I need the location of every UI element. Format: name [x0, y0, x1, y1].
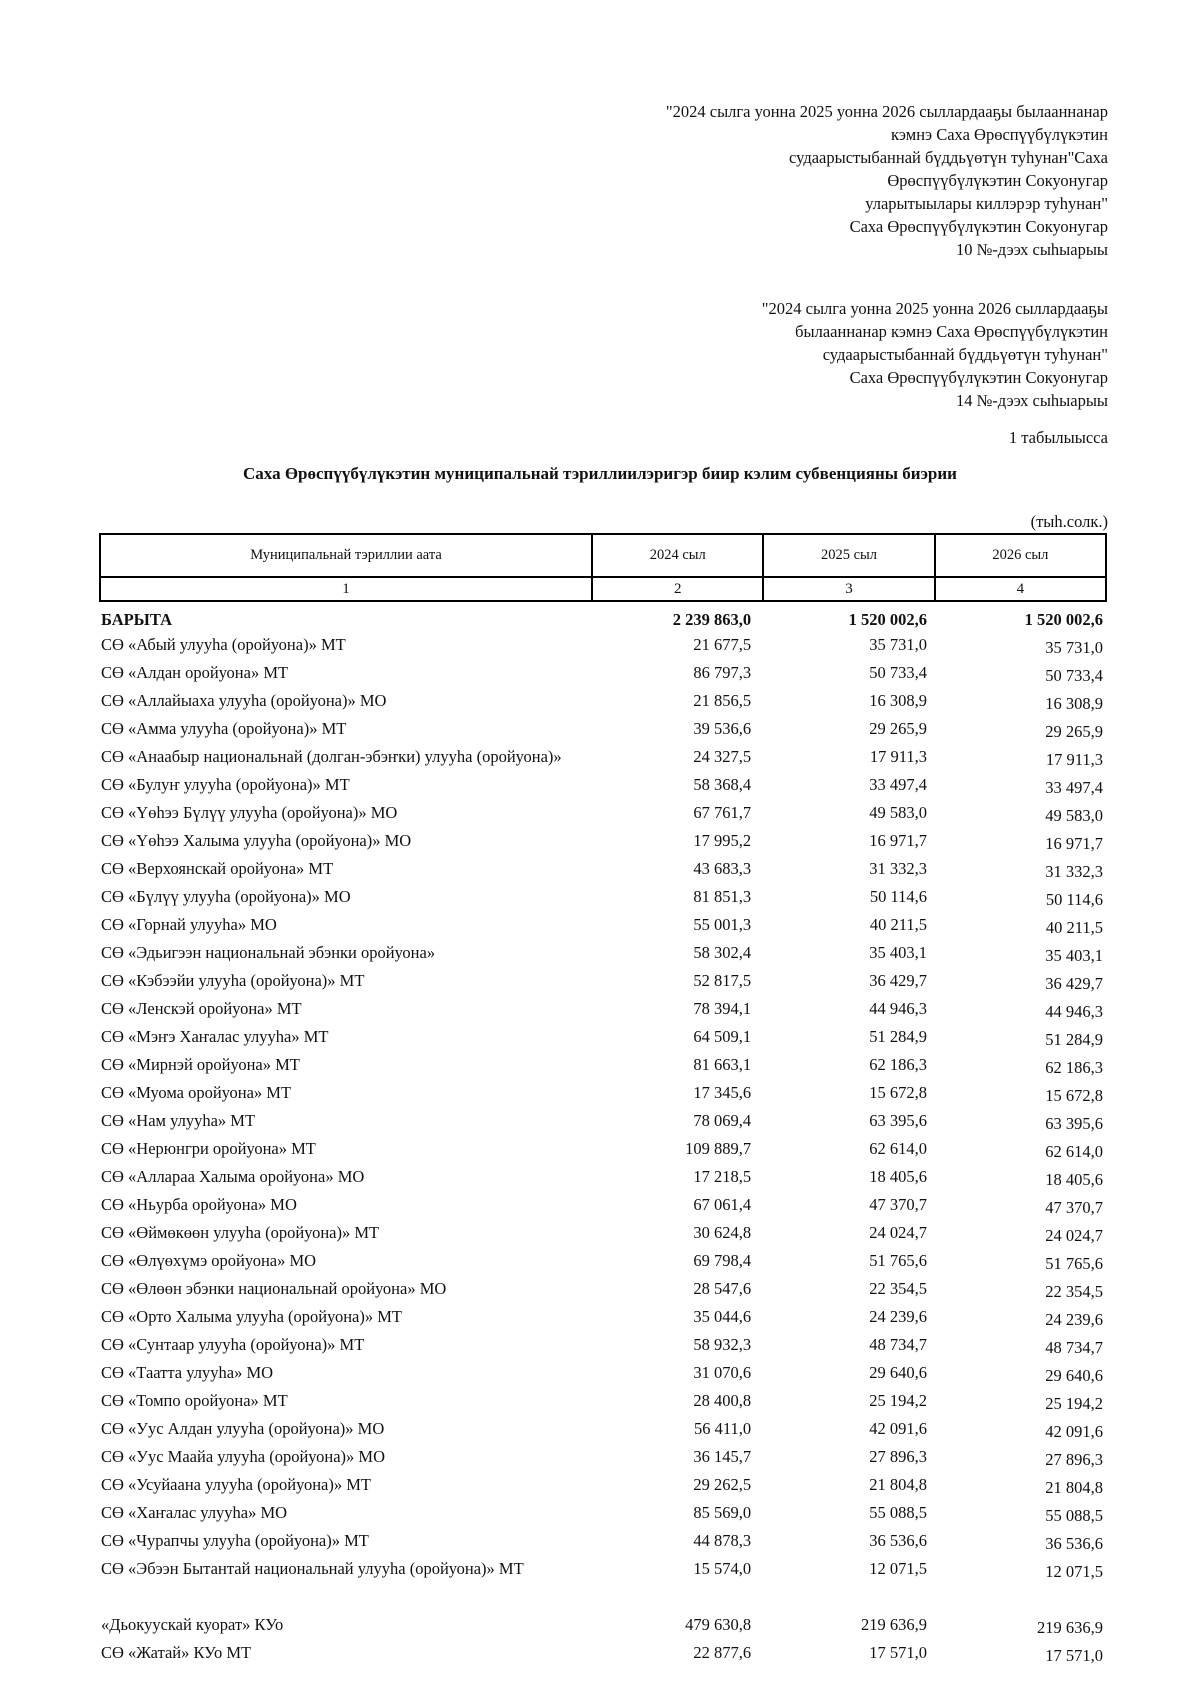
municipality-name: СӨ «Ленскэй оройуона» МТ	[101, 999, 302, 1018]
table-row	[99, 1444, 1107, 1472]
value-2024: 56 411,0	[693, 1419, 752, 1438]
municipality-name: СӨ «Верхоянскай оройуона» МТ	[101, 859, 334, 878]
value-2025: 31 332,3	[869, 859, 928, 878]
value-2026: 44 946,3	[1045, 1002, 1103, 1021]
value-2024: 64 509,1	[693, 1027, 752, 1046]
value-2025: 219 636,9	[861, 1615, 928, 1634]
value-2026: 50 114,6	[1045, 890, 1103, 909]
value-2024: 28 547,6	[693, 1279, 752, 1298]
value-2026: 31 332,3	[1045, 862, 1103, 881]
table-row	[99, 996, 1107, 1024]
column-number: 4	[935, 577, 1106, 601]
header-line: Саха Өрөспүүбүлүкэтин Сокуонугар	[849, 217, 1108, 236]
value-2024: 479 630,8	[685, 1615, 752, 1634]
municipality-name: СӨ «Өлөөн эбэнки национальнай оройуона» МО	[101, 1279, 447, 1298]
municipality-name: СӨ «Ньурба оройуона» МО	[101, 1195, 297, 1214]
value-2026: 24 024,7	[1045, 1226, 1103, 1245]
value-2025: 21 804,8	[869, 1475, 928, 1494]
value-2025: 50 114,6	[869, 887, 928, 906]
table-row	[99, 1472, 1107, 1500]
value-2026: 16 308,9	[1045, 694, 1103, 713]
table-row	[99, 800, 1107, 828]
column-number: 3	[763, 577, 934, 601]
table-body	[99, 607, 1107, 1668]
value-2026: 40 211,5	[1045, 918, 1103, 937]
table-row	[99, 940, 1107, 968]
header-line: былааннанар кэмнэ Саха Өрөспүүбүлүкэтин	[795, 322, 1108, 341]
value-2025: 24 024,7	[869, 1223, 928, 1242]
value-2025: 12 071,5	[869, 1559, 928, 1578]
municipality-name: СӨ «Жатай» КУо МТ	[101, 1643, 252, 1662]
municipality-name: СӨ «Орто Халыма улууһа (оройуона)» МТ	[101, 1307, 402, 1326]
municipality-name: СӨ «Уус Маайа улууһа (оройуона)» МО	[101, 1447, 386, 1466]
table-row	[99, 744, 1107, 772]
table-row	[99, 1276, 1107, 1304]
value-2024: 43 683,3	[693, 859, 752, 878]
municipality-name: СӨ «Аллайыаха улууһа (оройуона)» МО	[101, 691, 387, 710]
value-2025: 33 497,4	[869, 775, 928, 794]
municipality-name: СӨ «Мирнэй оройуона» МТ	[101, 1055, 300, 1074]
value-2024: 36 145,7	[693, 1447, 752, 1466]
municipality-name: СӨ «Үөһээ Бүлүү улууһа (оройуона)» МО	[101, 803, 398, 822]
value-2026: 36 536,6	[1045, 1534, 1103, 1553]
value-2025: 36 429,7	[869, 971, 928, 990]
value-2026: 51 284,9	[1045, 1030, 1103, 1049]
table-row	[99, 1024, 1107, 1052]
value-2025: 51 284,9	[869, 1027, 928, 1046]
value-2025: 55 088,5	[869, 1503, 928, 1522]
value-2024: 78 069,4	[693, 1111, 752, 1130]
value-2026: 22 354,5	[1045, 1282, 1103, 1301]
total-row	[99, 607, 1107, 632]
municipality-name: СӨ «Уус Алдан улууһа (оройуона)» МО	[101, 1419, 385, 1438]
table-row	[99, 1220, 1107, 1248]
value-2026: 25 194,2	[1045, 1394, 1103, 1413]
header-line: "2024 сылга уонна 2025 уонна 2026 сыллардааҕы	[761, 299, 1108, 318]
value-2024: 58 368,4	[693, 775, 752, 794]
value-2026: 49 583,0	[1045, 806, 1103, 825]
municipality-name: СӨ «Горнай улууһа» МО	[101, 915, 277, 934]
section-spacer	[99, 1584, 1107, 1612]
municipality-name: СӨ «Кэбээйи улууһа (оройуона)» МТ	[101, 971, 365, 990]
value-2026: 55 088,5	[1045, 1506, 1103, 1525]
value-2026: 36 429,7	[1045, 974, 1103, 993]
value-2025: 35 403,1	[869, 943, 928, 962]
value-2024: 81 851,3	[693, 887, 752, 906]
column-header-row	[100, 534, 1106, 577]
municipality-name: СӨ «Усуйаана улууһа (оройуона)» МТ	[101, 1475, 372, 1494]
value-2024: 81 663,1	[693, 1055, 752, 1074]
value-2024: 52 817,5	[693, 971, 752, 990]
municipality-name: СӨ «Өлүөхүмэ оройуона» МО	[101, 1251, 317, 1270]
municipality-name: СӨ «Аллараа Халыма оройуона» МО	[101, 1167, 365, 1186]
column-header-name: Муниципальнай тэриллии аата	[100, 534, 592, 577]
header-line: 10 №-дээх сыһыарыы	[955, 240, 1108, 259]
value-2026: 219 636,9	[1037, 1618, 1103, 1637]
value-2024: 24 327,5	[693, 747, 752, 766]
value-2025: 50 733,4	[869, 663, 928, 682]
municipality-name: СӨ «Муома оройуона» МТ	[101, 1083, 292, 1102]
value-2025: 17 571,0	[869, 1643, 928, 1662]
table-row	[99, 1136, 1107, 1164]
value-2025: 62 186,3	[869, 1055, 928, 1074]
municipality-name: СӨ «Томпо оройуона» МТ	[101, 1391, 288, 1410]
value-2025: 40 211,5	[869, 915, 928, 934]
value-2025: 35 731,0	[869, 635, 928, 654]
municipality-name: СӨ «Эбээн Бытантай национальнай улууһа (оройуона)» МТ	[101, 1559, 524, 1578]
value-2025: 44 946,3	[869, 999, 928, 1018]
municipality-name: СӨ «Сунтаар улууһа (оройуона)» МТ	[101, 1335, 365, 1354]
value-2025: 24 239,6	[869, 1307, 928, 1326]
value-2024: 69 798,4	[693, 1251, 752, 1270]
table-row	[99, 1388, 1107, 1416]
value-2024: 78 394,1	[693, 999, 752, 1018]
value-2024: 86 797,3	[693, 663, 752, 682]
value-2024: 55 001,3	[693, 915, 752, 934]
municipality-name: СӨ «Өймөкөөн улууһа (оройуона)» МТ	[101, 1223, 380, 1242]
value-2025: 15 672,8	[869, 1083, 928, 1102]
value-2026: 18 405,6	[1045, 1170, 1103, 1189]
law-reference-header-2	[762, 297, 1108, 412]
table-row	[99, 772, 1107, 800]
table-header	[99, 533, 1107, 602]
value-2026: 16 971,7	[1045, 834, 1103, 853]
value-2024: 67 761,7	[693, 803, 752, 822]
units-label: (тыһ.солк.)	[1030, 512, 1108, 531]
column-number: 1	[100, 577, 592, 601]
municipality-name: СӨ «Хаҥалас улууһа» МО	[101, 1503, 288, 1522]
law-reference-header-1	[666, 100, 1108, 261]
value-2025: 29 265,9	[869, 719, 928, 738]
value-2024: 22 877,6	[693, 1643, 752, 1662]
value-2024: 35 044,6	[693, 1307, 752, 1326]
table-row	[99, 1052, 1107, 1080]
table-row	[99, 968, 1107, 996]
value-2025: 51 765,6	[869, 1251, 928, 1270]
value-2025: 63 395,6	[869, 1111, 928, 1130]
total-2026: 1 520 002,6	[1024, 610, 1103, 629]
value-2026: 12 071,5	[1045, 1562, 1103, 1581]
table-row	[99, 1528, 1107, 1556]
value-2026: 63 395,6	[1045, 1114, 1103, 1133]
document-title: Саха Өрөспүүбүлүкэтин муниципальнай тэриллиилэригэр биир кэлим субвенцияны биэрии	[243, 464, 957, 483]
value-2024: 17 218,5	[693, 1167, 752, 1186]
total-2025: 1 520 002,6	[848, 610, 928, 629]
total-label: БАРЫТА	[101, 610, 172, 629]
city-row	[99, 1640, 1107, 1668]
subvention-table	[99, 607, 1107, 1668]
header-line: Саха Өрөспүүбүлүкэтин Сокуонугар	[849, 368, 1108, 387]
value-2024: 58 302,4	[693, 943, 752, 962]
value-2024: 67 061,4	[693, 1195, 752, 1214]
value-2025: 18 405,6	[869, 1167, 928, 1186]
header-line: Өрөспүүбүлүкэтин Сокуонугар	[887, 171, 1108, 190]
value-2024: 58 932,3	[693, 1335, 752, 1354]
value-2025: 48 734,7	[869, 1335, 928, 1354]
header-line: судаарыстыбаннай бүддьүөтүн туһунан"Саха	[789, 148, 1108, 167]
value-2025: 17 911,3	[869, 747, 928, 766]
value-2026: 35 403,1	[1045, 946, 1103, 965]
municipality-name: СӨ «Бүлүү улууһа (оройуона)» МО	[101, 887, 351, 906]
header-line: 14 №-дээх сыһыарыы	[955, 391, 1108, 410]
table-row	[99, 632, 1107, 660]
value-2024: 30 624,8	[693, 1223, 752, 1242]
municipality-name: СӨ «Анаабыр национальнай (долган-эбэҥки) улууһа (оройуона)»	[101, 747, 562, 766]
table-row	[99, 856, 1107, 884]
header-line: уларытыылары киллэрэр туһунан"	[865, 194, 1108, 213]
value-2025: 25 194,2	[869, 1391, 928, 1410]
municipality-name: СӨ «Амма улууһа (оройуона)» МТ	[101, 719, 347, 738]
municipality-name: СӨ «Эдьигээн национальнай эбэнки оройуона»	[101, 943, 436, 962]
value-2024: 28 400,8	[693, 1391, 752, 1410]
column-header-2024: 2024 сыл	[592, 534, 763, 577]
value-2026: 17 911,3	[1045, 750, 1103, 769]
value-2026: 51 765,6	[1045, 1254, 1103, 1273]
value-2025: 36 536,6	[869, 1531, 928, 1550]
value-2025: 62 614,0	[869, 1139, 928, 1158]
table-row	[99, 1080, 1107, 1108]
value-2026: 29 265,9	[1045, 722, 1103, 741]
value-2024: 109 889,7	[685, 1139, 752, 1158]
column-header-2025: 2025 сыл	[763, 534, 934, 577]
value-2024: 17 995,2	[693, 831, 752, 850]
table-row	[99, 1332, 1107, 1360]
value-2025: 22 354,5	[869, 1279, 928, 1298]
value-2026: 47 370,7	[1045, 1198, 1103, 1217]
value-2026: 42 091,6	[1045, 1422, 1103, 1441]
value-2024: 31 070,6	[693, 1363, 752, 1382]
value-2024: 29 262,5	[693, 1475, 752, 1494]
value-2026: 50 733,4	[1045, 666, 1103, 685]
value-2024: 21 677,5	[693, 635, 752, 654]
value-2026: 35 731,0	[1045, 638, 1103, 657]
value-2025: 16 971,7	[869, 831, 928, 850]
value-2026: 15 672,8	[1045, 1086, 1103, 1105]
value-2025: 16 308,9	[869, 691, 928, 710]
spacer-cell	[99, 1584, 1107, 1612]
column-header-2026: 2026 сыл	[935, 534, 1106, 577]
table-row	[99, 1416, 1107, 1444]
municipality-name: СӨ «Мэҥэ Хаҥалас улууһа» МТ	[101, 1027, 329, 1046]
value-2024: 85 569,0	[693, 1503, 752, 1522]
table-row	[99, 688, 1107, 716]
column-number-row	[100, 577, 1106, 601]
header-line: кэмнэ Саха Өрөспүүбүлүкэтин	[891, 125, 1108, 144]
table-row	[99, 1360, 1107, 1388]
value-2026: 27 896,3	[1045, 1450, 1103, 1469]
municipality-name: СӨ «Нам улууһа» МТ	[101, 1111, 256, 1130]
table-row	[99, 716, 1107, 744]
table-row	[99, 1248, 1107, 1276]
value-2024: 15 574,0	[693, 1559, 752, 1578]
value-2025: 29 640,6	[869, 1363, 928, 1382]
table-row	[99, 1304, 1107, 1332]
value-2026: 21 804,8	[1045, 1478, 1103, 1497]
column-number: 2	[592, 577, 763, 601]
total-2024: 2 239 863,0	[672, 610, 752, 629]
table-row	[99, 1556, 1107, 1584]
municipality-name: СӨ «Нерюнгри оройуона» МТ	[101, 1139, 316, 1158]
table-row	[99, 1108, 1107, 1136]
municipality-name: СӨ «Булуҥ улууһа (оройуона)» МТ	[101, 775, 350, 794]
value-2025: 49 583,0	[869, 803, 928, 822]
table-row	[99, 828, 1107, 856]
value-2026: 24 239,6	[1045, 1310, 1103, 1329]
table-row	[99, 1164, 1107, 1192]
municipality-name: СӨ «Үөһээ Халыма улууһа (оройуона)» МО	[101, 831, 412, 850]
value-2024: 44 878,3	[693, 1531, 752, 1550]
municipality-name: «Дьокуускай куорат» КУо	[101, 1615, 284, 1634]
city-row	[99, 1612, 1107, 1640]
municipality-name: СӨ «Абый улууһа (оройуона)» МТ	[101, 635, 346, 654]
table-row	[99, 912, 1107, 940]
municipality-name: СӨ «Чурапчы улууһа (оройуона)» МТ	[101, 1531, 369, 1550]
value-2024: 21 856,5	[693, 691, 752, 710]
value-2026: 33 497,4	[1045, 778, 1103, 797]
value-2025: 42 091,6	[869, 1419, 928, 1438]
table-row	[99, 884, 1107, 912]
municipality-name: СӨ «Таатта улууһа» МО	[101, 1363, 274, 1382]
value-2026: 62 186,3	[1045, 1058, 1103, 1077]
table-number: 1 табылыысса	[1008, 428, 1108, 447]
value-2026: 29 640,6	[1045, 1366, 1103, 1385]
table-row	[99, 660, 1107, 688]
header-line: судаарыстыбаннай бүддьүөтүн туһунан"	[822, 345, 1108, 364]
header-line: "2024 сылга уонна 2025 уонна 2026 сыллардааҕы былааннанар	[665, 102, 1108, 121]
value-2024: 39 536,6	[693, 719, 752, 738]
value-2026: 17 571,0	[1045, 1646, 1103, 1665]
value-2026: 62 614,0	[1045, 1142, 1103, 1161]
table-row	[99, 1500, 1107, 1528]
table-row	[99, 1192, 1107, 1220]
value-2024: 17 345,6	[693, 1083, 752, 1102]
value-2025: 47 370,7	[869, 1195, 928, 1214]
value-2025: 27 896,3	[869, 1447, 928, 1466]
value-2026: 48 734,7	[1045, 1338, 1103, 1357]
municipality-name: СӨ «Алдан оройуона» МТ	[101, 663, 289, 682]
